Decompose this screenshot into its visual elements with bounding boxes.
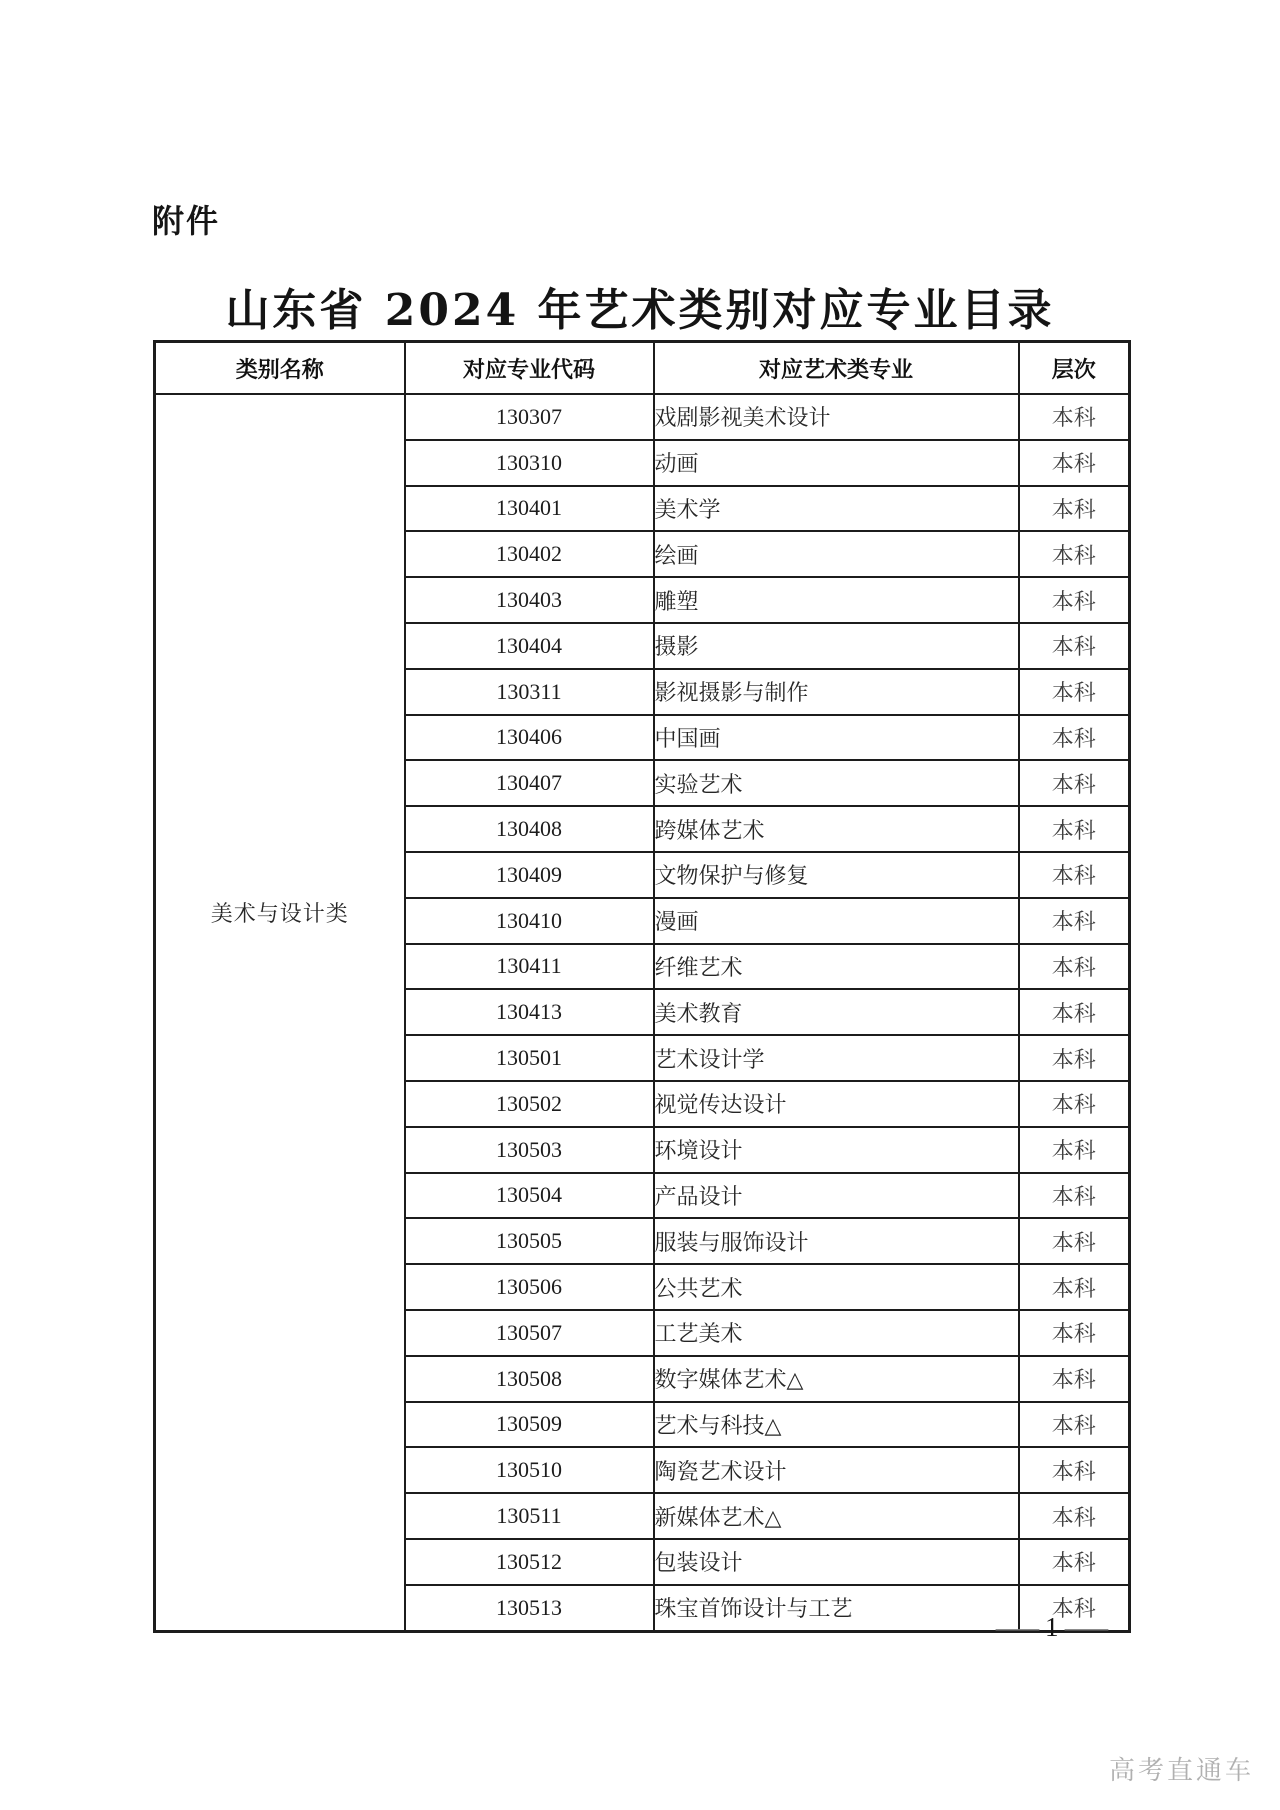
level-cell: 本科 xyxy=(1019,1081,1130,1127)
footer-dash-right: — xyxy=(1064,1612,1108,1642)
footer-dash-left: — xyxy=(995,1612,1040,1642)
category-label: 美术与设计类 xyxy=(210,900,349,926)
major-code-cell: 130402 xyxy=(405,531,654,577)
art-major-cell: 实验艺术 xyxy=(654,760,1019,806)
level-cell: 本科 xyxy=(1019,1447,1130,1493)
major-code-cell: 130501 xyxy=(405,1035,654,1081)
table-row xyxy=(155,394,1130,440)
table-body xyxy=(155,394,1130,1631)
major-code-cell: 130411 xyxy=(405,944,654,990)
major-code-cell: 130504 xyxy=(405,1173,654,1219)
art-major-cell: 包装设计 xyxy=(654,1539,1019,1585)
level-cell: 本科 xyxy=(1019,1402,1130,1448)
level-cell: 本科 xyxy=(1019,1539,1130,1585)
level-cell: 本科 xyxy=(1019,1264,1130,1310)
art-major-cell: 绘画 xyxy=(654,531,1019,577)
art-major-cell: 纤维艺术 xyxy=(654,944,1019,990)
major-code-cell: 130510 xyxy=(405,1447,654,1493)
art-major-cell: 数字媒体艺术△ xyxy=(654,1356,1019,1402)
page-footer xyxy=(995,1612,1108,1643)
art-major-cell: 戏剧影视美术设计 xyxy=(654,394,1019,440)
attachment-label: 附件 xyxy=(152,203,221,239)
level-cell: 本科 xyxy=(1019,623,1130,669)
art-major-cell: 视觉传达设计 xyxy=(654,1081,1019,1127)
major-code-cell: 130403 xyxy=(405,577,654,623)
page-number: 1 xyxy=(1045,1612,1059,1642)
level-cell: 本科 xyxy=(1019,1585,1130,1631)
level-cell: 本科 xyxy=(1019,760,1130,806)
art-major-cell: 美术教育 xyxy=(654,989,1019,1035)
level-cell: 本科 xyxy=(1019,806,1130,852)
level-cell: 本科 xyxy=(1019,1356,1130,1402)
art-major-cell: 公共艺术 xyxy=(654,1264,1019,1310)
major-code-cell: 130502 xyxy=(405,1081,654,1127)
majors-table xyxy=(153,340,1131,1633)
level-cell: 本科 xyxy=(1019,1218,1130,1264)
major-code-cell: 130508 xyxy=(405,1356,654,1402)
major-code-cell: 130505 xyxy=(405,1218,654,1264)
table-header-row xyxy=(155,342,1130,395)
level-cell: 本科 xyxy=(1019,989,1130,1035)
level-cell: 本科 xyxy=(1019,1127,1130,1173)
major-code-cell: 130401 xyxy=(405,486,654,532)
art-major-cell: 跨媒体艺术 xyxy=(654,806,1019,852)
art-major-cell: 中国画 xyxy=(654,715,1019,761)
level-cell: 本科 xyxy=(1019,440,1130,486)
major-code-cell: 130408 xyxy=(405,806,654,852)
level-cell: 本科 xyxy=(1019,898,1130,944)
major-code-cell: 130409 xyxy=(405,852,654,898)
art-major-cell: 陶瓷艺术设计 xyxy=(654,1447,1019,1493)
header-art-major: 对应艺术类专业 xyxy=(654,342,1019,395)
level-cell: 本科 xyxy=(1019,394,1130,440)
major-code-cell: 130509 xyxy=(405,1402,654,1448)
art-major-cell: 环境设计 xyxy=(654,1127,1019,1173)
document-title: 山东省 2024 年艺术类别对应专业目录 xyxy=(225,285,1055,336)
art-major-cell: 艺术与科技△ xyxy=(654,1402,1019,1448)
category-cell xyxy=(155,394,405,1631)
level-cell: 本科 xyxy=(1019,1173,1130,1219)
level-cell: 本科 xyxy=(1019,944,1130,990)
major-code-cell: 130307 xyxy=(405,394,654,440)
art-major-cell: 美术学 xyxy=(654,486,1019,532)
art-major-cell: 漫画 xyxy=(654,898,1019,944)
header-major-code: 对应专业代码 xyxy=(405,342,654,395)
major-code-cell: 130511 xyxy=(405,1493,654,1539)
major-code-cell: 130506 xyxy=(405,1264,654,1310)
major-code-cell: 130503 xyxy=(405,1127,654,1173)
level-cell: 本科 xyxy=(1019,715,1130,761)
art-major-cell: 艺术设计学 xyxy=(654,1035,1019,1081)
major-code-cell: 130513 xyxy=(405,1585,654,1631)
major-code-cell: 130310 xyxy=(405,440,654,486)
major-code-cell: 130404 xyxy=(405,623,654,669)
level-cell: 本科 xyxy=(1019,669,1130,715)
header-level: 层次 xyxy=(1019,342,1130,395)
art-major-cell: 产品设计 xyxy=(654,1173,1019,1219)
watermark: 高考直通车 xyxy=(1108,1755,1254,1785)
header-category-name: 类别名称 xyxy=(155,342,405,395)
level-cell: 本科 xyxy=(1019,1035,1130,1081)
art-major-cell: 工艺美术 xyxy=(654,1310,1019,1356)
art-major-cell: 摄影 xyxy=(654,623,1019,669)
art-major-cell: 新媒体艺术△ xyxy=(654,1493,1019,1539)
major-code-cell: 130413 xyxy=(405,989,654,1035)
level-cell: 本科 xyxy=(1019,1310,1130,1356)
art-major-cell: 文物保护与修复 xyxy=(654,852,1019,898)
art-major-cell: 服装与服饰设计 xyxy=(654,1218,1019,1264)
major-code-cell: 130410 xyxy=(405,898,654,944)
level-cell: 本科 xyxy=(1019,577,1130,623)
art-major-cell: 雕塑 xyxy=(654,577,1019,623)
level-cell: 本科 xyxy=(1019,531,1130,577)
art-major-cell: 动画 xyxy=(654,440,1019,486)
level-cell: 本科 xyxy=(1019,486,1130,532)
major-code-cell: 130512 xyxy=(405,1539,654,1585)
major-code-cell: 130406 xyxy=(405,715,654,761)
level-cell: 本科 xyxy=(1019,1493,1130,1539)
level-cell: 本科 xyxy=(1019,852,1130,898)
major-code-cell: 130407 xyxy=(405,760,654,806)
major-code-cell: 130311 xyxy=(405,669,654,715)
art-major-cell: 珠宝首饰设计与工艺 xyxy=(654,1585,1019,1631)
art-major-cell: 影视摄影与制作 xyxy=(654,669,1019,715)
major-code-cell: 130507 xyxy=(405,1310,654,1356)
